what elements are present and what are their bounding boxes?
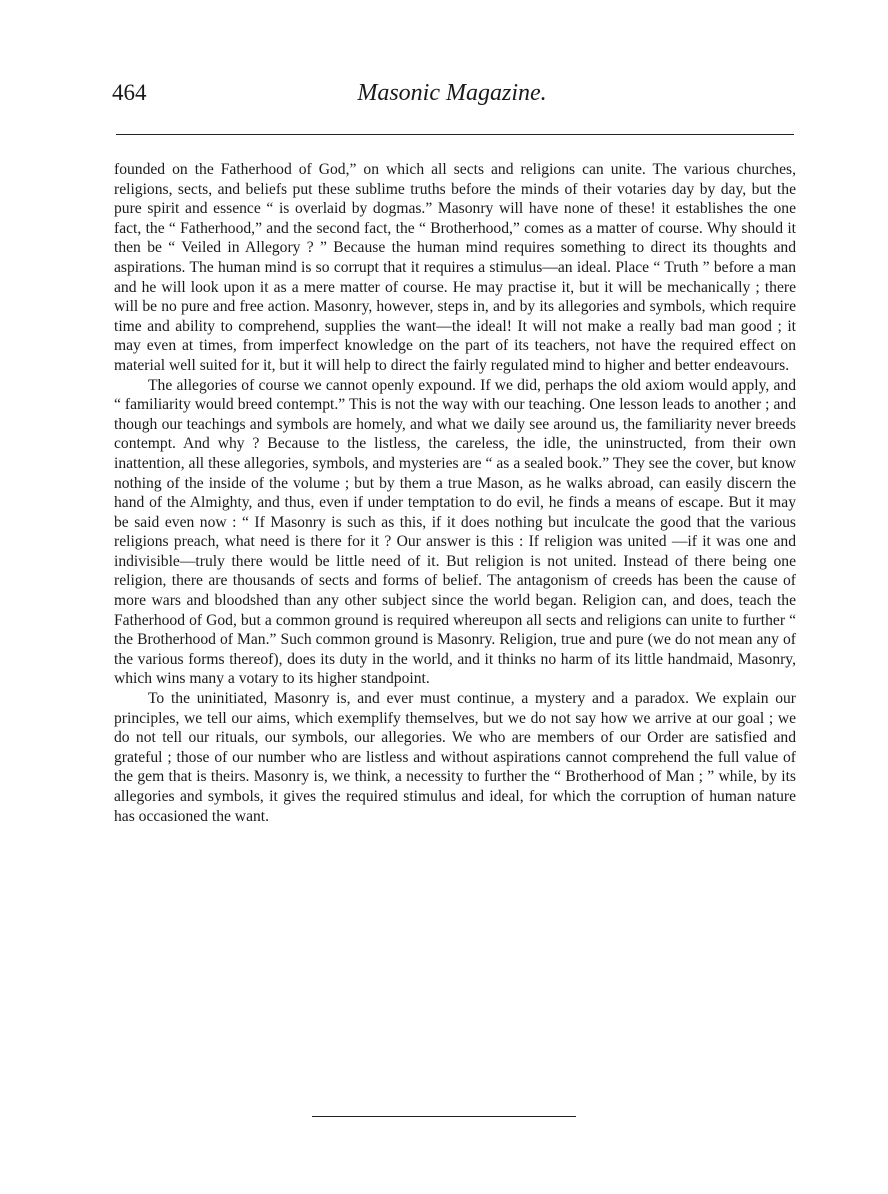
header-rule	[116, 134, 794, 135]
running-title: Masonic Magazine.	[357, 80, 547, 106]
page-number: 464	[112, 80, 147, 105]
article-body	[114, 160, 796, 826]
paragraph-allegories: The allegories of course we cannot openly expound. If we did, perhaps the old axiom would apply, and “ familiarity would breed contempt.” This is not the way with our teaching. One lesson leads to another ; and though our teachings and symbols are homely, and what we daily see around us, the familiarity never breeds contempt. And why ? Because to the listless, the careless, the idle, the uninstructed, from their own inattention, all these allegories, symbols, and mysteries are “ as a sealed book.” They see the cover, but know nothing of the inside of the volume ; but by them a true Mason, as he walks abroad, can easily discern the hand of the Almighty, and thus, even if under temptation to do evil, he finds a means of escape. But it may be said even now : “ If Masonry is such as this, if it does nothing but inculcate the good that the various religions preach, what need is there for it ? Our answer is this : If religion was united —if it was one and indivisible—truly there would be little need of it. But religion is not united. Instead of there being one religion, there are thousands of sects and forms of belief. The antagonism of creeds has been the cause of more wars and bloodshed than any other subject since the world began. Religion can, and does, teach the Fatherhood of God, but a common ground is required whereupon all sects and religions can unite to further “ the Brotherhood of Man.” Such common ground is Masonry. Religion, true and pure (we do not mean any of the various forms thereof), does its duty in the world, and it thinks no harm of its little handmaid, Masonry, which wins many a votary to its higher standpoint.	[114, 376, 796, 688]
end-rule	[312, 1116, 576, 1117]
paragraph-uninitiated: To the uninitiated, Masonry is, and ever must continue, a mystery and a paradox. We explain our principles, we tell our aims, which exemplify themselves, but we do not say how we arrive at our goal ; we do not tell our rituals, our symbols, our allegories. We who are members of our Order are satisfied and grateful ; those of our number who are listless and without aspirations cannot comprehend the full value of the gem that is theirs. Masonry is, we think, a necessity to further the “ Brotherhood of Man ; ” while, by its allegories and symbols, it gives the required stimulus and ideal, for which the corruption of human nature has occasioned the want.	[114, 690, 796, 825]
page-header	[112, 80, 792, 116]
paragraph-continued: founded on the Fatherhood of God,” on which all sects and religions can unite. The various churches, religions, sects, and beliefs put these sublime truths before the minds of their votaries day by day, but the pure spirit and essence “ is overlaid by dogmas.” Masonry will have none of these! it establishes the one fact, the “ Fatherhood,” and the second fact, the “ Brotherhood,” comes as a matter of course. Why should it then be “ Veiled in Allegory ? ” Because the human mind requires something to direct its thoughts and aspirations. The human mind is so corrupt that it requires a stimulus—an ideal. Place “ Truth ” before a man and he will look upon it as a mere matter of course. He may practise it, but it will be mechanically ; there will be no pure and free action. Masonry, however, steps in, and by its allegories and symbols, which require time and ability to comprehend, supplies the want—the ideal! It will not make a really bad man good ; it may even at times, from imperfect knowledge on the part of its teachers, not have the required effect on material well suited for it, but it will help to direct the fairly regulated mind to higher and better endeavours.	[114, 161, 796, 374]
